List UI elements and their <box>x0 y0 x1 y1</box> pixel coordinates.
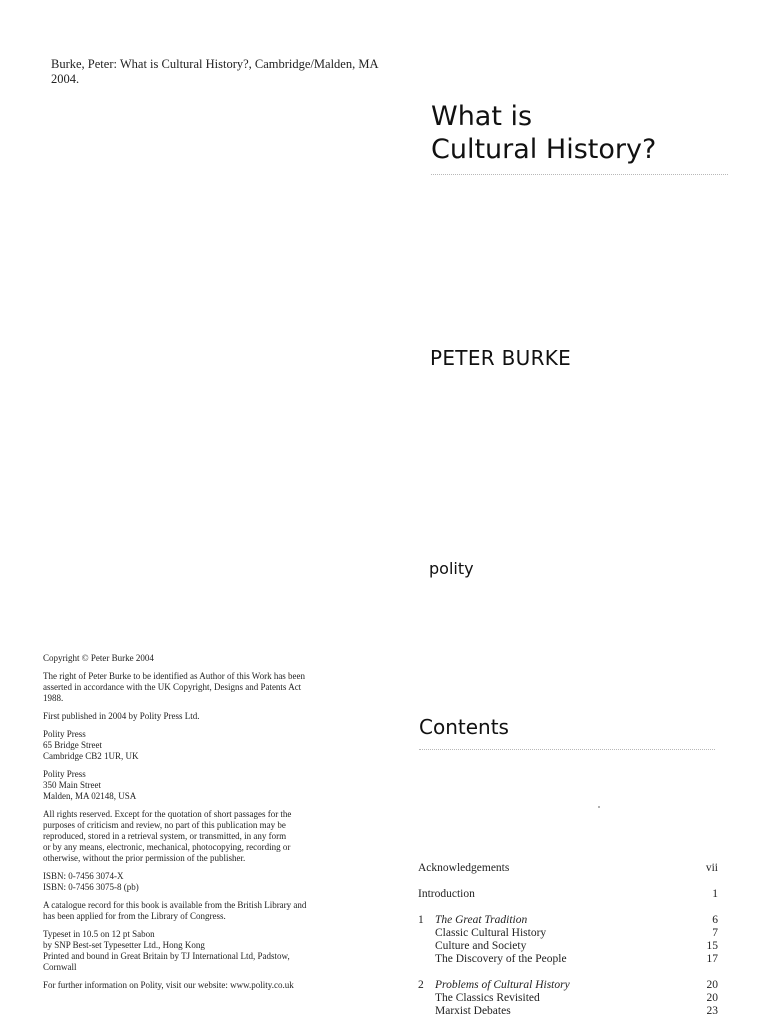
table-of-contents <box>418 862 718 1018</box>
toc-row-acknowledgements: Acknowledgements vii <box>418 862 718 874</box>
address-uk: Polity Press 65 Bridge Street Cambridge CB2 1UR, UK <box>43 729 139 761</box>
scan-speck <box>598 806 600 808</box>
title-rule <box>431 174 728 175</box>
toc-row-introduction: Introduction 1 <box>418 888 718 900</box>
isbn-block: ISBN: 0-7456 3074-X ISBN: 0-7456 3075-8 (pb) <box>43 871 139 892</box>
toc-row-section: The Classics Revisited 20 <box>435 992 718 1004</box>
further-info-line: For further information on Polity, visit our website: www.polity.co.uk <box>43 980 294 990</box>
toc-row-section: The Discovery of the People 17 <box>435 953 718 965</box>
imprint-block <box>43 653 363 998</box>
address-us: Polity Press 350 Main Street Malden, MA 02148, USA <box>43 769 137 801</box>
citation: Burke, Peter: What is Cultural History?, Cambridge/Malden, MA 2004. <box>51 57 378 86</box>
toc-row-section: Marxist Debates 23 <box>435 1005 718 1017</box>
author-name: PETER BURKE <box>430 346 572 370</box>
copyright-line: Copyright © Peter Burke 2004 <box>43 653 154 663</box>
toc-row-chapter-1: 1 The Great Tradition 6 <box>418 914 718 926</box>
book-title-line-2: Cultural History? <box>431 134 657 165</box>
contents-heading: Contents <box>419 715 509 739</box>
first-published-line: First published in 2004 by Polity Press Ltd. <box>43 711 200 721</box>
catalogue-paragraph: A catalogue record for this book is available from the British Library and has been applied for from the Library of Congress. <box>43 900 307 921</box>
rights-paragraph: The right of Peter Burke to be identified as Author of this Work has been asserted in accordance with the UK Copyright, Designs and Patents Act 1988. <box>43 671 306 703</box>
typeset-paragraph: Typeset in 10.5 on 12 pt Sabon by SNP Best-set Typesetter Ltd., Hong Kong Printed and bound in Great Britain by TJ International Ltd, Padstow, Cornwall <box>43 929 290 972</box>
toc-row-section: Classic Cultural History 7 <box>435 927 718 939</box>
toc-row-chapter-2: 2 Problems of Cultural History 20 <box>418 979 718 991</box>
toc-row-section: Culture and Society 15 <box>435 940 718 952</box>
contents-rule <box>419 749 715 750</box>
book-title-line-1: What is <box>431 101 533 132</box>
book-title <box>431 100 656 166</box>
publisher-logo: polity <box>429 559 474 578</box>
rights-reserved-paragraph: All rights reserved. Except for the quotation of short passages for the purposes of criticism and review, no part of this publication may be reproduced, stored in a retrieval system, or transmitted, in any form or by any means, electronic, mechanical, photocopying, recording or otherwise, without the prior permission of the publisher. <box>43 809 292 863</box>
